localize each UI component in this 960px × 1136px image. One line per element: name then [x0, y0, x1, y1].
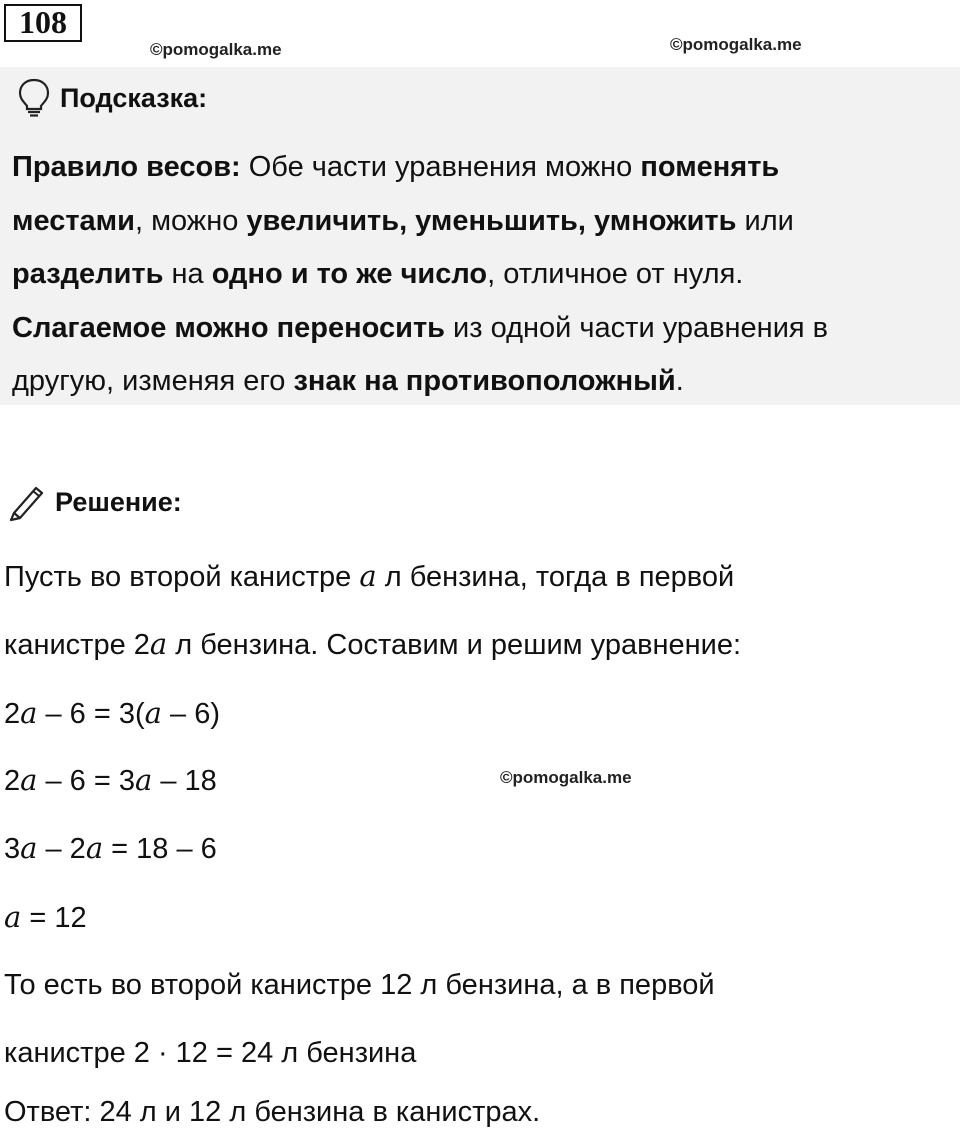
equation-line: 2a – 6 = 3a – 18: [4, 763, 217, 797]
answer-line: Ответ: 24 л и 12 л бензина в канистрах.: [4, 1096, 541, 1128]
solution-title: Решение:: [55, 487, 182, 517]
solution-line: Пусть во второй канистре a л бензина, тогда в первой: [4, 559, 735, 593]
hint-title: Подсказка:: [60, 83, 208, 113]
lightbulb-icon: [17, 78, 51, 118]
hint-line: другую, изменяя его знак на противоположный.: [12, 365, 684, 397]
hint-line: местами, можно увеличить, уменьшить, умножить или: [12, 204, 794, 237]
solution-line: канистре 2 · 12 = 24 л бензина: [4, 1037, 417, 1069]
hint-line: Правило весов: Обе части уравнения можно поменять: [12, 151, 780, 183]
solution-line: То есть во второй канистре 12 л бензина, а в первой: [4, 969, 715, 1001]
watermark: ©pomogalka.me: [150, 40, 282, 59]
equation-line: 3a – 2a = 18 – 6: [4, 831, 217, 865]
equation-line: 2a – 6 = 3(a – 6): [4, 696, 220, 730]
watermark: ©pomogalka.me: [670, 35, 802, 54]
hint-text: [12, 141, 960, 409]
solution-line: канистре 2a л бензина. Составим и решим уравнение:: [4, 627, 742, 661]
hint-line: Слагаемое можно переносить из одной части уравнения в: [12, 311, 829, 344]
watermark: ©pomogalka.me: [500, 768, 632, 787]
pencil-icon: [7, 480, 49, 522]
hint-line: разделить на одно и то же число, отличное от нуля.: [12, 258, 744, 290]
task-number: 108: [4, 4, 82, 42]
equation-line: a = 12: [4, 900, 87, 934]
